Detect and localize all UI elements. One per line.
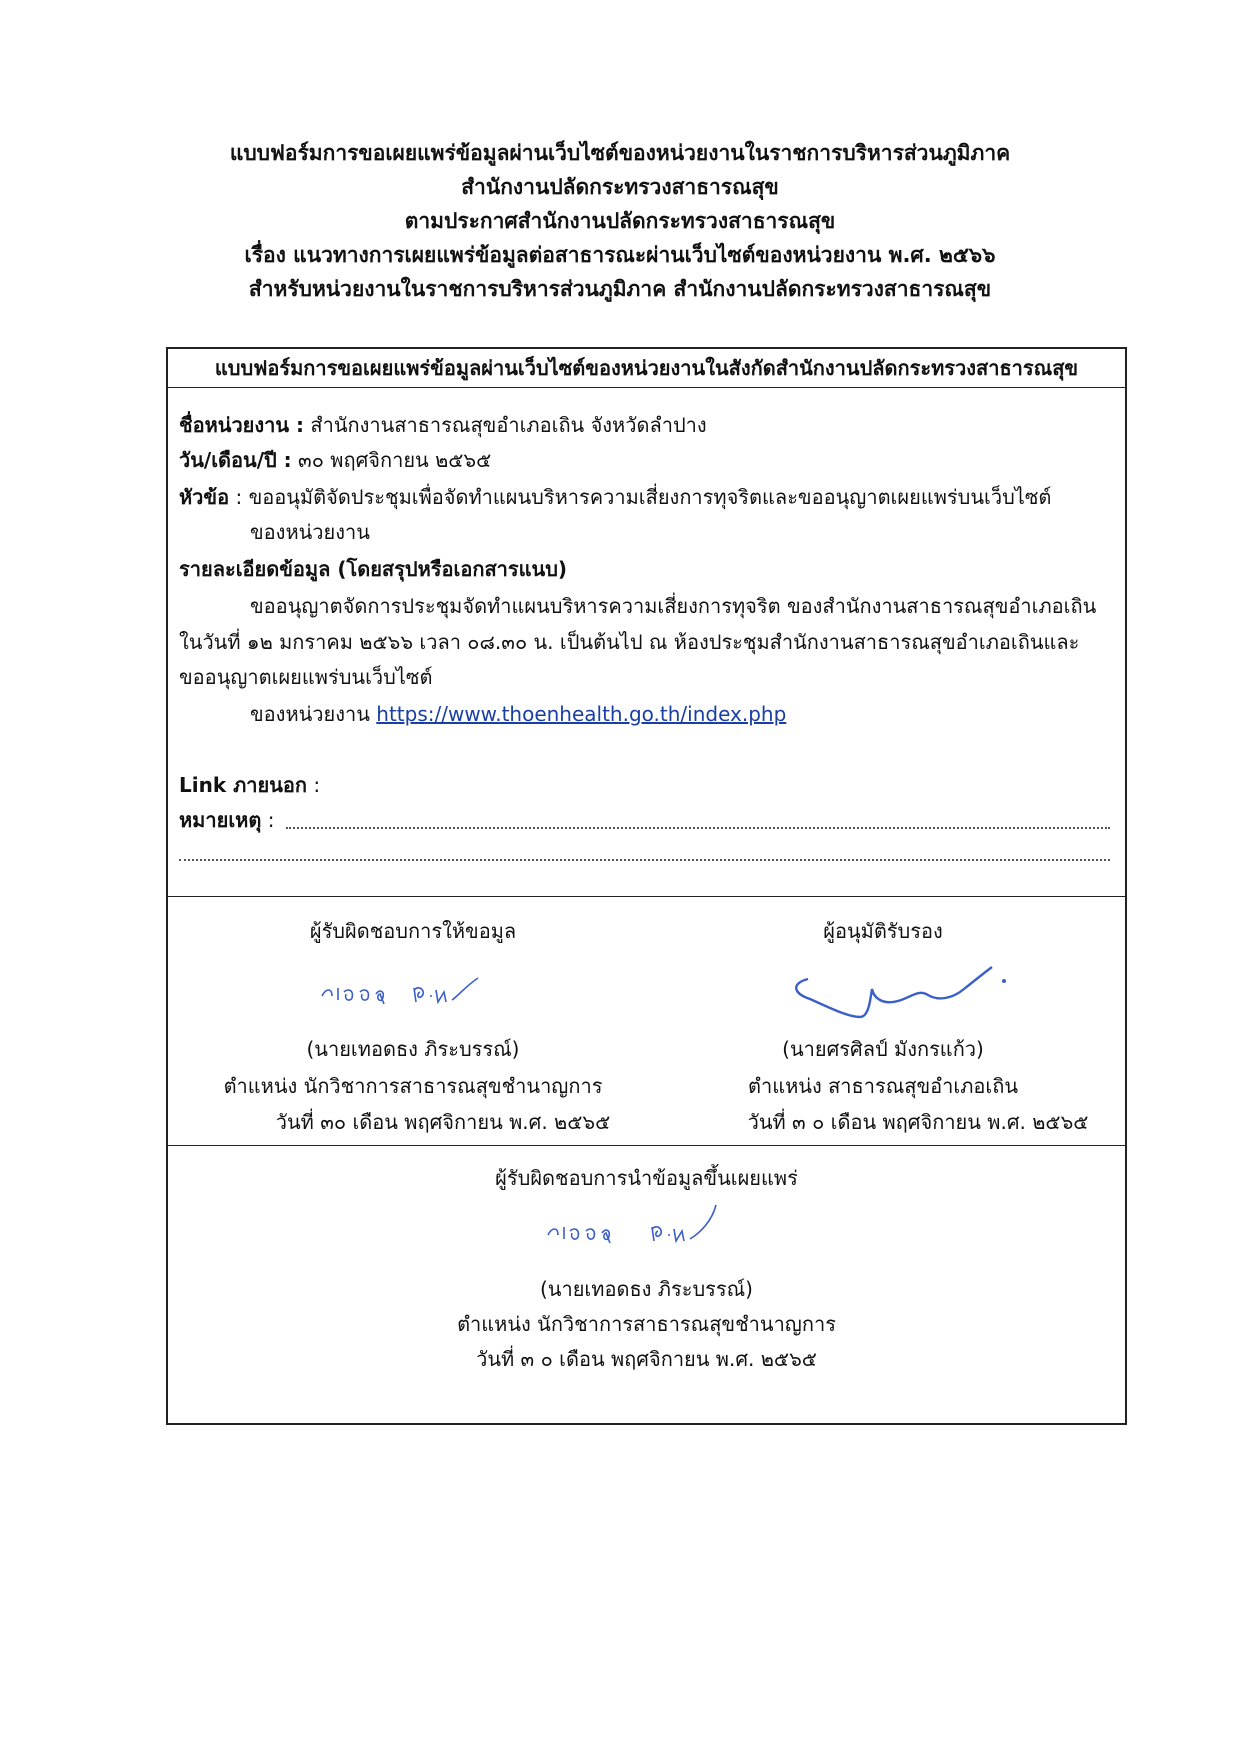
header-line-1: แบบฟอร์มการขอเผยแพร่ข้อมูลผ่านเว็บไซต์ของหน่วยงานในราชการบริหารส่วนภูมิภาค <box>229 141 1011 165</box>
provider-name: (นายเทอดธง ภิระบรรณ์) <box>306 1037 520 1061</box>
subject-value: : ขออนุมัติจัดประชุมเพื่อจัดทำแผนบริหารความเสี่ยงการทุจริตและขออนุญาตเผยแพร่บนเว็บไซต์ <box>235 485 1052 509</box>
details-line-4 <box>250 699 786 729</box>
external-link-label: Link ภายนอก <box>179 773 308 797</box>
date-label: วัน/เดือน/ปี : <box>179 448 292 472</box>
approver-role: ผู้อนุมัติรับรอง <box>823 919 943 943</box>
external-link-separator: : <box>313 773 321 797</box>
document-header <box>0 136 1240 306</box>
approver-signature <box>788 959 1028 1029</box>
details-link-prefix: ของหน่วยงาน <box>250 702 370 726</box>
publisher-date: วันที่ ๓ ๐ เดือน พฤศจิกายน พ.ศ. ๒๕๖๕ <box>476 1347 817 1371</box>
provider-role: ผู้รับผิดชอบการให้ขอมูล <box>309 919 517 943</box>
agency-row <box>179 410 707 440</box>
external-link-row <box>179 770 320 800</box>
details-line-1: ขออนุญาตจัดการประชุมจัดทำแผนบริหารความเสี่ยงการทุจริต ของสำนักงานสาธารณสุขอำเภอเถิน <box>250 594 1097 618</box>
request-form <box>166 347 1127 1425</box>
publisher-signature <box>540 1205 760 1255</box>
publisher-position: ตำแหน่ง นักวิชาการสาธารณสุขชำนาญการ <box>457 1312 836 1336</box>
remark-dotted-line-2 <box>179 859 1110 861</box>
approver-name: (นายศรศิลป์ มังกรแก้ว) <box>782 1037 984 1061</box>
details-label: รายละเอียดข้อมูล (โดยสรุปหรือเอกสารแนบ) <box>179 557 568 581</box>
publisher-name: (นายเทอดธง ภิระบรรณ์) <box>540 1277 753 1301</box>
subject-row <box>179 482 1051 512</box>
agency-website-link[interactable]: https://www.thoenhealth.go.th/index.php <box>376 702 787 726</box>
remark-dotted-line-1 <box>286 827 1110 829</box>
header-line-5: สำหรับหน่วยงานในราชการบริหารส่วนภูมิภาค สำนักงานปลัดกระทรวงสาธารณสุข <box>248 277 992 301</box>
details-line-2: ในวันที่ ๑๒ มกราคม ๒๕๖๖ เวลา ๐๘.๓๐ น. เป็นต้นไป ณ ห้องประชุมสำนักงานสาธารณสุขอำเภอเถินและ <box>179 630 1080 654</box>
date-row <box>179 445 491 475</box>
approver-position: ตำแหน่ง สาธารณสุขอำเภอเถิน <box>747 1074 1019 1098</box>
remark-row <box>179 805 274 835</box>
section-divider-1 <box>168 896 1125 897</box>
approver-date: วันที่ ๓ ๐ เดือน พฤศจิกายน พ.ศ. ๒๕๖๕ <box>747 1110 1089 1134</box>
header-line-4: เรื่อง แนวทางการเผยแพร่ข้อมูลต่อสาธารณะผ่านเว็บไซต์ของหน่วยงาน พ.ศ. ๒๕๖๖ <box>244 243 996 267</box>
date-value: ๓๐ พฤศจิกายน ๒๕๖๕ <box>298 448 492 472</box>
subject-label: หัวข้อ <box>179 485 230 509</box>
remark-separator: : <box>267 808 275 832</box>
subject-value-cont: ของหน่วยงาน <box>250 520 370 544</box>
header-line-2: สำนักงานปลัดกระทรวงสาธารณสุข <box>461 175 779 199</box>
form-title: แบบฟอร์มการขอเผยแพร่ข้อมูลผ่านเว็บไซต์ของหน่วยงานในสังกัดสำนักงานปลัดกระทรวงสาธารณสุข <box>168 349 1125 388</box>
header-line-3: ตามประกาศสำนักงานปลัดกระทรวงสาธารณสุข <box>404 209 836 233</box>
agency-value: สำนักงานสาธารณสุขอำเภอเถิน จังหวัดลำปาง <box>310 413 707 437</box>
publisher-role: ผู้รับผิดชอบการนำข้อมูลขึ้นเผยแพร่ <box>495 1166 798 1190</box>
provider-signature <box>318 974 488 1014</box>
provider-date: วันที่ ๓๐ เดือน พฤศจิกายน พ.ศ. ๒๕๖๕ <box>275 1110 611 1134</box>
agency-label: ชื่อหน่วยงาน : <box>179 413 305 437</box>
details-line-3: ขออนุญาตเผยแพร่บนเว็บไซต์ <box>179 665 433 689</box>
provider-position: ตำแหน่ง นักวิชาการสาธารณสุขชำนาญการ <box>223 1074 603 1098</box>
remark-label: หมายเหตุ <box>179 808 262 832</box>
section-divider-2 <box>168 1145 1125 1146</box>
